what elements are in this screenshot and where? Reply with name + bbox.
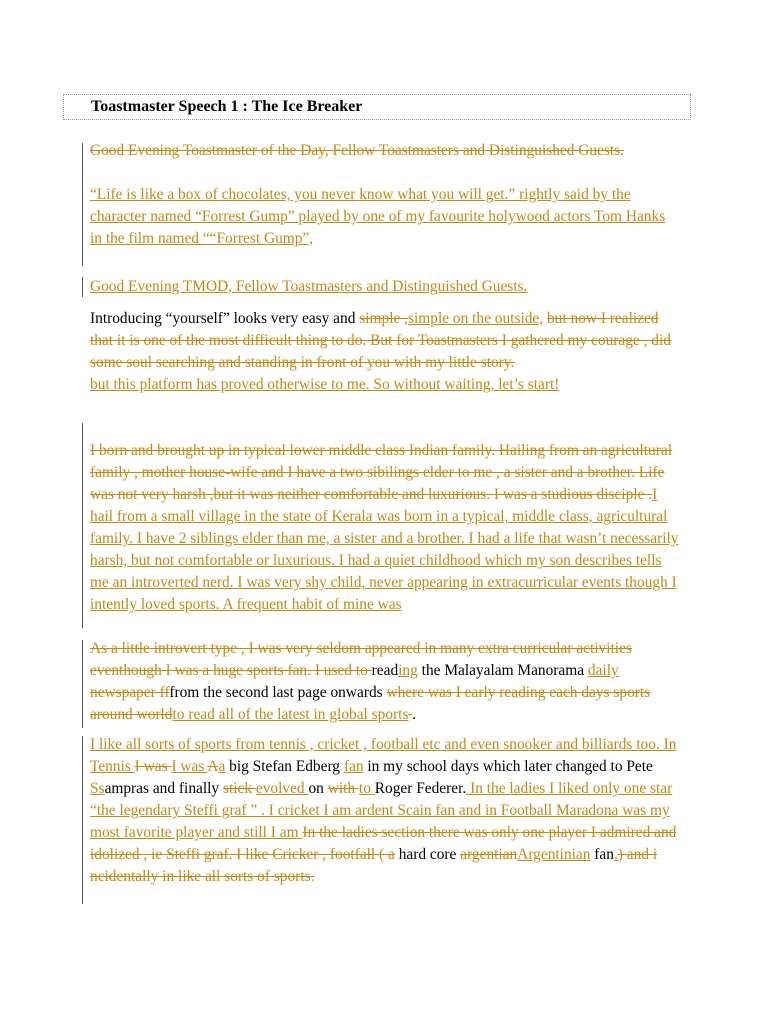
inserted-text: I was — [171, 758, 208, 775]
inserted-text: I hail from a small village in the state of Kerala was born in a typical, middle class, agricultural family. I have 2 siblings elder than me, a sister and a brother. I had a life that wasn’t necessarily harsh, but not comfortable or luxurious. I had a quiet childhood which my son describes tells me an introverted nerd. I was very shy child, never appearing in extracurricular events though I intently loved sports. A frequent habit of mine was — [90, 486, 679, 613]
document-header — [63, 94, 691, 120]
inserted-text: In the ladies I liked only one star “the legendary Steffi graf ” . I cricket I am ardent Scain fan and in Football Maradona was my most favorite player and still I am — [90, 780, 673, 841]
body-text: in my school days which later changed to Pete — [363, 758, 653, 775]
body-text: Roger Federer. — [374, 780, 467, 797]
inserted-text: to — [358, 780, 375, 797]
change-bar — [82, 736, 83, 904]
deleted-text: newspaper ff — [90, 684, 170, 701]
change-bar — [82, 277, 83, 297]
paragraph — [90, 638, 680, 726]
deleted-text: argentian — [460, 846, 518, 863]
deleted-text: I born and brought up in typical lower middle class Indian family. Hailing from an agricultural family , mother house-wife and I have a two sibilings elder to me , a sister and a brother. Life was not very harsh ,but it was neither comfortable and luxurious. I was a studious disciple . — [90, 442, 672, 503]
inserted-text: to read all of the latest in global sports — [172, 706, 409, 723]
deleted-text: As a little introvert type , I was very seldom appeared in many extra curricular activities eventhough I was a huge sports fan. I used to — [90, 640, 632, 679]
inserted-text: simple on the outside, — [408, 310, 544, 327]
inserted-text: a — [218, 758, 226, 775]
inserted-text: Good Evening TMOD, Fellow Toastmasters and Distinguished Guests. — [90, 278, 528, 295]
deleted-text: but now I realized that it is one of the most difficult thing to do. But for Toastmasters I gathered my courage , did some soul searching and standing in front of you with my little story. — [90, 310, 671, 371]
deleted-text: with — [327, 780, 359, 797]
body-text: . — [412, 706, 417, 723]
inserted-text: daily — [587, 662, 619, 679]
paragraph — [90, 308, 680, 396]
deleted-text: stick — [222, 780, 256, 797]
change-bar — [82, 143, 83, 266]
deleted-text: A — [207, 758, 219, 775]
deleted-text: ) and i ncidentally in like all sorts of sports. — [90, 846, 658, 885]
inserted-text: . — [613, 846, 618, 863]
inserted-text: “Life is like a box of chocolates, you never know what you will get.” rightly said by the character named “Forrest Gump” played by one of my favourite holywood actors Tom Hanks in the film named ““Forrest Gump”, — [90, 186, 666, 247]
body-text: the Malayalam Manorama — [417, 662, 588, 679]
body-text: from the second last page onwards — [169, 684, 387, 701]
inserted-text: I like all sorts of sports from tennis , cricket , football etc and even snooker and billiards too. In Tennis — [90, 736, 677, 775]
paragraph — [90, 440, 680, 616]
deleted-text: In the ladies section there was only one player I admired and idolized , ie Steffi graf. I like Cricker , footfall ( a — [90, 824, 677, 863]
paragraph — [90, 276, 680, 298]
inserted-text: evolved — [255, 780, 309, 797]
deleted-text: Good Evening Toastmaster of the Day, Fellow Toastmasters and Distinguished Guests. — [90, 142, 625, 159]
deleted-text: simple , — [359, 310, 409, 327]
body-text: hard core — [394, 846, 461, 863]
inserted-text: ing — [398, 662, 418, 679]
body-text: read — [371, 662, 399, 679]
paragraph — [90, 140, 680, 250]
inserted-text: fan — [343, 758, 364, 775]
inserted-text: Ss — [90, 780, 105, 797]
body-text: Introducing “yourself” looks very easy and — [90, 310, 360, 327]
page-title: Toastmaster Speech 1 : The Ice Breaker — [91, 98, 363, 115]
deleted-text: where was I early reading each days sports around world — [90, 684, 651, 723]
inserted-text: Argentinian — [517, 846, 591, 863]
change-bar — [82, 640, 83, 728]
body-text: ampras and finally — [104, 780, 223, 797]
deleted-text: I was — [134, 758, 172, 775]
body-text: fan — [590, 846, 614, 863]
change-bar — [82, 423, 83, 628]
paragraph — [90, 734, 680, 888]
body-text: big Stefan Edberg — [225, 758, 344, 775]
body-text: on — [308, 780, 328, 797]
inserted-text: but this platform has proved otherwise to me. So without waiting, let’s start! — [90, 376, 560, 393]
